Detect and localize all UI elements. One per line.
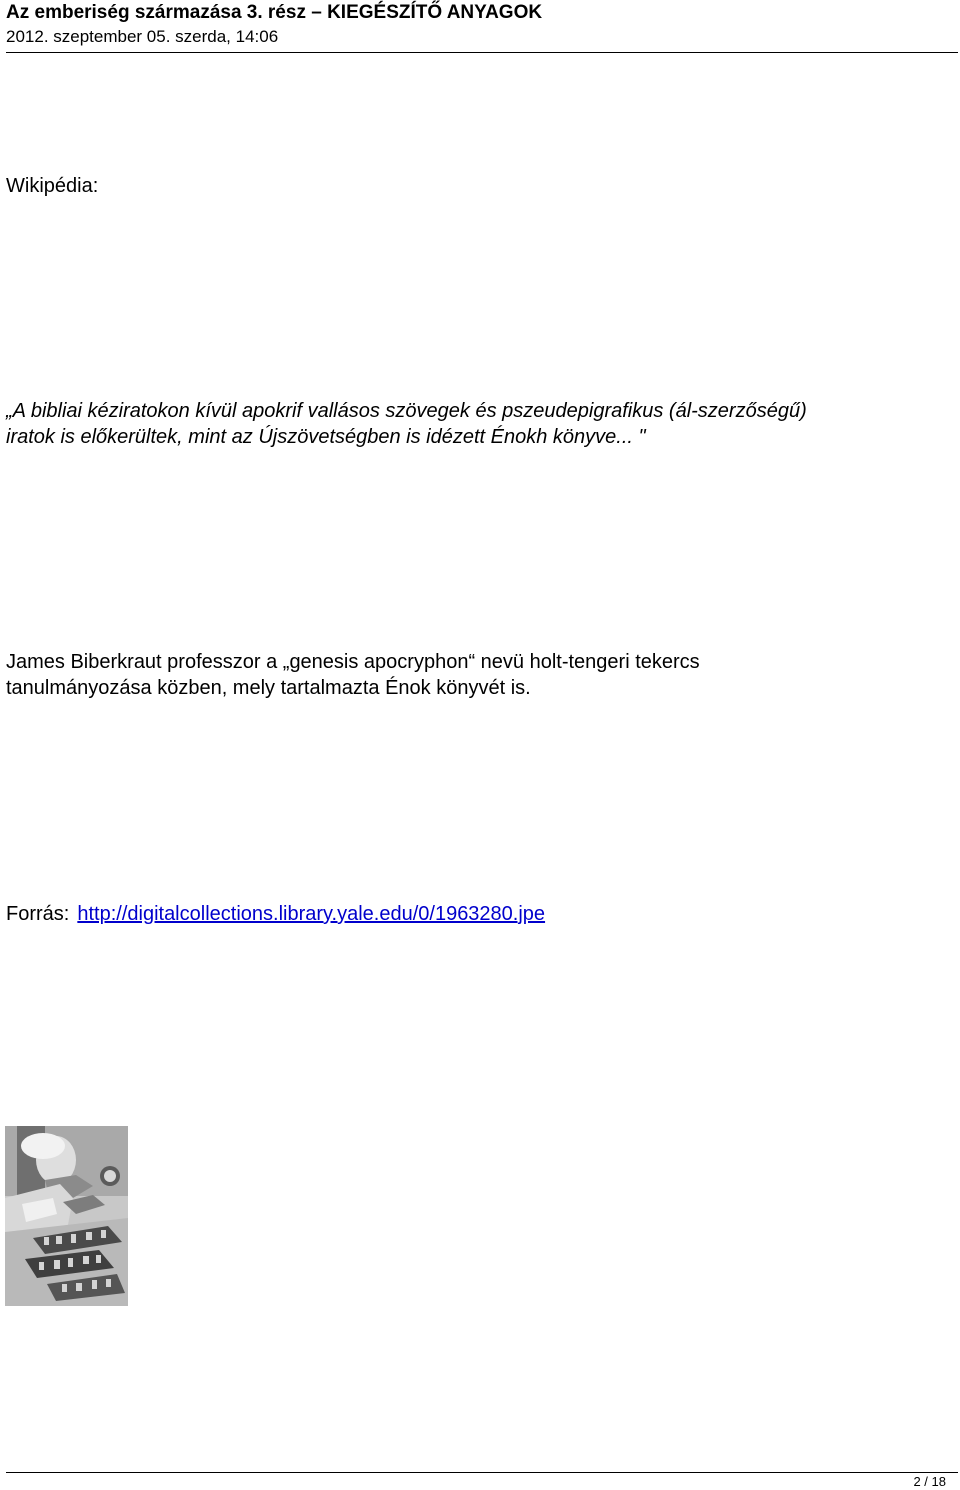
scroll-researcher-photo (5, 1126, 128, 1306)
paragraph-line-2: tanulmányozása közben, mely tartalmazta Énok könyvét is. (6, 677, 531, 699)
document-title: Az emberiség származása 3. rész – KIEGÉSZÍTŐ ANYAGOK (6, 2, 543, 23)
quote-line-1: „A bibliai kéziratokon kívül apokrif vallásos szövegek és pszeudepigrafikus (ál-szerzőségű) (6, 400, 807, 422)
source-link[interactable]: http://digitalcollections.library.yale.edu/0/1963280.jpe (77, 903, 546, 925)
source-label: Forrás: (6, 903, 70, 925)
biberkraut-paragraph (6, 649, 700, 701)
wikipedia-quote (6, 398, 807, 450)
wikipedia-heading: Wikipédia: (6, 175, 99, 197)
page-number: 2 / 18 (913, 1474, 946, 1489)
paragraph-line-1: James Biberkraut professzor a „genesis apocryphon“ nevü holt-tengeri tekercs (6, 651, 700, 673)
photo-graphic-icon (5, 1126, 128, 1306)
footer-divider (6, 1472, 958, 1473)
quote-line-2: iratok is előkerültek, mint az Újszövetségben is idézett Énokh könyve... " (6, 426, 646, 448)
header-divider (6, 52, 958, 53)
document-date: 2012. szeptember 05. szerda, 14:06 (6, 27, 279, 46)
source-line (6, 901, 545, 927)
